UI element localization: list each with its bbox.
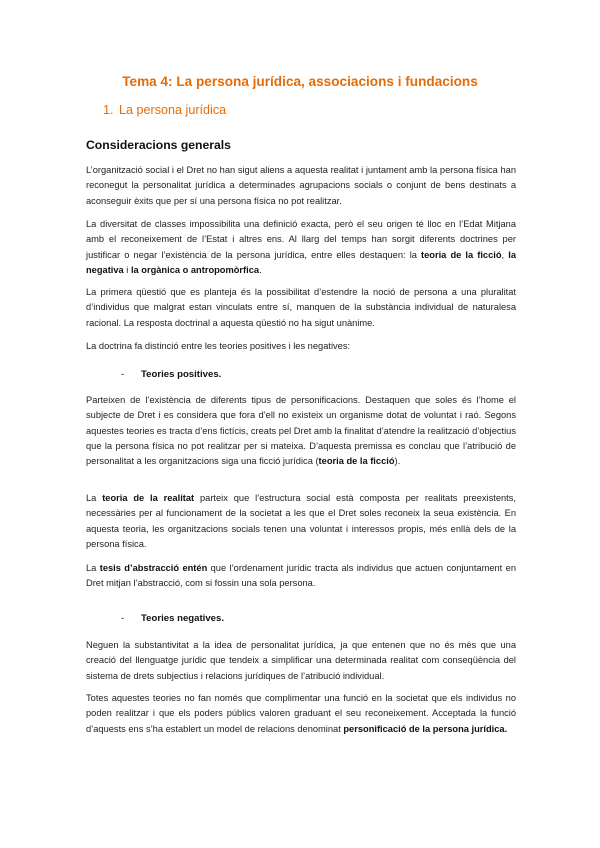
paragraph-7-pre: La xyxy=(86,563,100,573)
bold-teoria-realitat: teoria de la realitat xyxy=(102,493,195,503)
subsection-heading: Consideracions generals xyxy=(86,138,231,152)
section-heading xyxy=(103,102,226,118)
bold-negativa: la negativa xyxy=(86,249,516,275)
bullet-dash: - xyxy=(121,613,125,624)
bold-personificacio: personificació de la persona jurídica. xyxy=(343,723,508,734)
paragraph-6-pre: La xyxy=(86,493,103,503)
paragraph-3: La primera qüestió que es planteja és la possibilitat d’estendre la noció de persona a una pluralitat d’individus que malgrat estan vinculats entre sí, manquen de la substància individual de naturalesa racional. La resposta doctrinal a aquesta qüestió no ha sigut unànime. xyxy=(86,287,516,328)
paragraph-7 xyxy=(86,561,516,592)
paragraph-6 xyxy=(86,491,516,552)
bullet-positive-theories xyxy=(121,367,221,382)
paragraph-9-text: Totes aquestes teories no fan només que complimentar una funció en la societat que els individus no poden realitzar i que els poders públics valoren graduant el seu reconeixement. Acceptada la funció d’aquests ens s’ha establert un model de relacions denominat xyxy=(86,693,516,734)
separator: i xyxy=(123,264,131,275)
closing: ). xyxy=(394,456,401,467)
paragraph-6-text: parteix que l’estructura social està composta per realitats preexistents, necessàries per al funcionament de la societat a les que el Dret soles reconeix la seua existència. En aquesta teoria, les organitzacions socials tenen una voluntat i interessos propis, més enllà dels de la persona física. xyxy=(86,493,516,549)
paragraph-1: L’organització social i el Dret no han sigut aliens a aquesta realitat i juntament amb la persona física han reconegut la personalitat jurídica a determinades agrupacions socials o conjunt de bens destinats a aconseguir èxits que per sí una persona física no pot realitzar. xyxy=(86,165,516,206)
paragraph-2 xyxy=(86,217,516,278)
paragraph-4: La doctrina fa distinció entre les teories positives i les negatives: xyxy=(86,341,351,351)
bold-organica: la orgànica o antropomòrfica xyxy=(130,264,260,275)
paragraph-7-text: que l’ordenament jurídic tracta als individus que actuen conjuntament en Dret mitjan l’abstracció, com si fossin una sola persona. xyxy=(86,563,516,589)
separator: , xyxy=(501,249,509,260)
bullet-dash: - xyxy=(121,369,125,380)
paragraph-2-text: La diversitat de classes impossibilita una definició exacta, però el seu origen té lloc en l’Edat Mitjana amb el reconeixement de l’Estat i altres ens. Al llarg del temps han sorgit diferents doctrines per justificar o negar l’existència de la persona jurídica, entre elles destaquen: la xyxy=(86,219,516,260)
section-number: 1. xyxy=(103,103,114,117)
paragraph-8: Neguen la substantivitat a la idea de personalitat jurídica, ja que entenen que no és més que una creació del llenguatge jurídic que tendeix a simplificar una determinada realitat com conseqüència del sistema de drets subjectius i relacions jurídiques de l’atribució individual. xyxy=(86,640,516,681)
paragraph-9 xyxy=(86,691,516,737)
paragraph-5-text: Parteixen de l’existència de diferents tipus de personificacions. Destaquen que soles és l’home el subjecte de Dret i es considera que fora d’ell no existeix un organisme dotat de voluntat i raó. Segons aquestes teories es tracta d’ens fictícis, creats pel Dret amb la finalitat d’atendre la realització d’objectius que la persona física no pot realitzar per si mateixa. D’aquesta premissa es conclau que l’atribució de personalitat a les organitzacions siga una ficció jurídica ( xyxy=(86,395,516,467)
period: . xyxy=(259,264,262,275)
bold-teoria-ficcio: teoria de la ficció xyxy=(318,456,395,467)
bullet-label: Teories negatives. xyxy=(141,613,225,624)
document-title: Tema 4: La persona jurídica, associacions i fundacions xyxy=(122,74,478,89)
section-label: La persona jurídica xyxy=(119,103,227,117)
bold-teoria-ficcio: teoria de la ficció xyxy=(421,249,502,260)
paragraph-5 xyxy=(86,393,516,469)
bold-tesis-abstraccio: tesis d’abstracció entén xyxy=(99,563,208,573)
bullet-negative-theories xyxy=(121,611,224,626)
bullet-label: Teories positives. xyxy=(141,369,222,380)
